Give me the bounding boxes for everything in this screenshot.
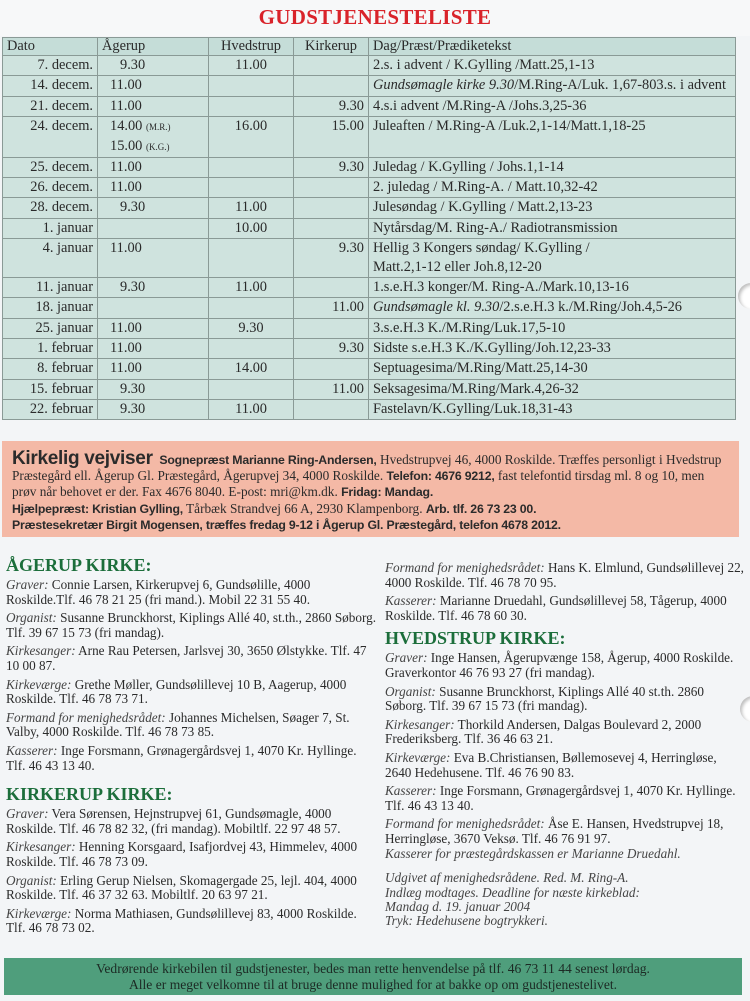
kirkerup-time: 9.30 (338, 158, 364, 175)
contact-role: Formand for menighedsrådet: (385, 816, 545, 832)
table-header-row (3, 38, 736, 56)
description-text: Julesøndag / K.Gylling / Matt.2,13-23 (373, 199, 593, 216)
contact-role: Graver: (6, 577, 49, 592)
kirkerup-heading: KIRKERUP KIRKE: (6, 784, 173, 805)
agerup-time: 11.00 (110, 360, 142, 377)
agerup-time: 14.00 (110, 117, 143, 134)
colophon-line1: Udgivet af menighedsrådene. Red. M. Ring-A. (385, 870, 629, 886)
cell-date (3, 399, 98, 419)
table-row (3, 318, 736, 338)
date-text: 7. decem. (37, 57, 93, 73)
description-text: 3.s.e.H.3 K./M.Ring/Luk.17,5-10 (373, 319, 566, 336)
cell-date (3, 56, 98, 76)
kirkerup-time: 9.30 (338, 240, 364, 257)
cell-hvedstrup (209, 239, 294, 278)
contact-details: Eva B.Christiansen, Bøllemosevej 4, Herringløse, 2640 Hedehusene. Tlf. 46 76 90 83. (385, 749, 717, 780)
contact-details: Connie Larsen, Kirkerupvej 6, Gundsølille, 4000 Roskilde.Tlf. 46 78 21 25 (fri mand.). Mobil 22 31 55 40. (6, 577, 311, 607)
phone-hours: fast telefontid tirsdag ml. 8 og 10, men prøv når behovet er der. Fax 4676 8040. E-post: mri@km.dk. (12, 468, 705, 500)
cell-agerup (98, 76, 209, 96)
cell-hvedstrup (209, 359, 294, 379)
cell-date (3, 96, 98, 116)
date-text: 24. decem. (30, 117, 93, 134)
cell-description (369, 338, 736, 358)
punch-hole (738, 283, 750, 309)
cell-agerup (98, 298, 209, 318)
cell-description (369, 76, 736, 96)
fridag: Fridag: Mandag. (341, 485, 434, 500)
contact-details: Norma Mathiasen, Gundsølillevej 83, 4000 Roskilde. Tlf. 46 78 73 02. (6, 905, 357, 936)
cell-description (369, 278, 736, 298)
cell-description (369, 298, 736, 318)
table-row (3, 157, 736, 177)
footer-line1: Vedrørende kirkebilen til gudstjenester, bedes man rette henvendelse på tlf. 46 73 11 44 senest lørdag. (96, 961, 650, 976)
cell-date (3, 218, 98, 238)
cell-date (3, 116, 98, 157)
kirkerup-time: 11.00 (332, 299, 364, 316)
contact-role: Kirkeværge: (6, 905, 72, 921)
cell-hvedstrup (209, 298, 294, 318)
cell-kirkerup (294, 379, 369, 399)
cell-agerup (98, 157, 209, 177)
cell-hvedstrup (209, 178, 294, 198)
contact-entry (6, 644, 376, 673)
cell-description (369, 56, 736, 76)
cell-kirkerup (294, 96, 369, 116)
agerup-note-2: (K.G.) (146, 141, 170, 152)
table-row (3, 338, 736, 358)
cell-date (3, 76, 98, 96)
date-text: 15. februar (29, 380, 93, 397)
contact-role: Organist: (6, 872, 57, 888)
cell-agerup (98, 96, 209, 116)
cell-kirkerup (294, 116, 369, 157)
contact-role: Formand for menighedsrådet: (385, 560, 545, 575)
cell-description (369, 178, 736, 198)
contact-entry (6, 611, 376, 640)
header-dato: Dato (3, 38, 98, 56)
cell-kirkerup (294, 338, 369, 358)
description-text: Fastelavn/K.Gylling/Luk.18,31-43 (373, 400, 573, 417)
agerup-heading: ÅGERUP KIRKE: (6, 555, 152, 575)
table-row (3, 56, 736, 76)
kirkerup-time: 9.30 (338, 97, 364, 114)
contact-details: Arne Rau Petersen, Jarlsvej 30, 3650 Ølstykke. Tlf. 47 10 00 87. (6, 643, 367, 673)
cell-agerup (98, 116, 209, 157)
contact-details: Susanne Brunckhorst, Kiplings Allé 40 st.th. 2860 Søborg. Tlf. 39 67 15 73 (fri mandag). (385, 683, 704, 714)
contact-role: Kirkesanger: (385, 716, 455, 732)
cell-agerup (98, 278, 209, 298)
cell-hvedstrup (209, 338, 294, 358)
date-text: 11. januar (35, 279, 93, 296)
agerup-time-2: 15.00 (110, 137, 143, 154)
cell-description (369, 218, 736, 238)
agerup-time: 11.00 (110, 339, 142, 356)
contact-entry (385, 685, 745, 714)
cell-date (3, 318, 98, 338)
cell-hvedstrup (209, 198, 294, 218)
footer-notice (4, 958, 742, 995)
cell-hvedstrup (209, 116, 294, 157)
hjaelpepraest-address: Tårbæk Strandvej 66 A, 2930 Klampenborg. (182, 500, 426, 516)
description-italic: Gundsømagle kl. 9.30 (373, 299, 500, 316)
right-column (385, 561, 745, 933)
cell-kirkerup (294, 157, 369, 177)
cell-hvedstrup (209, 318, 294, 338)
description-text: Hellig 3 Kongers søndag/ K.Gylling / (373, 240, 590, 257)
description-text: Sidste s.e.H.3 K./K.Gylling/Joh.12,23-33 (373, 339, 611, 356)
contact-role: Organist: (385, 683, 436, 699)
agerup-time: 11.00 (110, 158, 142, 175)
contact-entry (385, 561, 745, 590)
contact-role: Kasserer: (385, 783, 437, 799)
cell-hvedstrup (209, 399, 294, 419)
kirkelig-vejviser-box (2, 441, 739, 537)
cell-kirkerup (294, 56, 369, 76)
table-row (3, 116, 736, 157)
cell-agerup (98, 218, 209, 238)
description-text: 2. juledag / M.Ring-A. / Matt.10,32-42 (373, 179, 598, 196)
cell-agerup (98, 56, 209, 76)
contact-entry (385, 651, 745, 680)
description-text: 4.s.i advent /M.Ring-A /Johs.3,25-36 (373, 97, 587, 114)
cell-date (3, 298, 98, 318)
date-text: 22. februar (29, 400, 93, 417)
description-text: Nytårsdag/M. Ring-A./ Radiotransmission (373, 219, 618, 236)
arb-phone: Arb. tlf. 26 73 23 00. (425, 501, 537, 516)
description-text: Septuagesima/M.Ring/Matt.25,14-30 (373, 360, 588, 377)
agerup-time: 9.30 (120, 380, 146, 397)
contact-role: Graver: (385, 650, 428, 666)
contact-role: Kirkesanger: (6, 643, 76, 659)
kirkerup-contacts (6, 807, 376, 936)
hvedstrup-time: 11.00 (235, 57, 267, 73)
date-text: 26. decem. (30, 179, 93, 196)
cell-date (3, 379, 98, 399)
contact-role: Kirkeværge: (6, 676, 72, 692)
hvedstrup-time: 9.30 (238, 319, 264, 336)
cell-kirkerup (294, 298, 369, 318)
cell-kirkerup (294, 218, 369, 238)
agerup-time: 11.00 (110, 179, 142, 196)
contact-role: Graver: (6, 806, 49, 822)
contact-entry (6, 744, 376, 773)
cell-description (369, 198, 736, 218)
contact-entry (385, 817, 745, 846)
cell-description (369, 318, 736, 338)
hvedstrup-contacts (385, 651, 745, 846)
header-dag: Dag/Præst/Prædiketekst (369, 38, 736, 56)
agerup-time: 9.30 (120, 400, 146, 417)
description-text: 1.s.e.H.3 konger/M. Ring-A./Mark.10,13-16 (373, 279, 629, 296)
service-schedule-table (2, 37, 736, 420)
contact-details: Marianne Druedahl, Gundsølillevej 58, Tågerup, 4000 Roskilde. Tlf. 46 78 60 30. (385, 593, 727, 623)
cell-date (3, 157, 98, 177)
cell-hvedstrup (209, 278, 294, 298)
cell-kirkerup (294, 239, 369, 278)
cell-agerup (98, 178, 209, 198)
contact-entry (385, 751, 745, 780)
cell-kirkerup (294, 178, 369, 198)
colophon-line2: Indlæg modtages. Deadline for næste kirkeblad: (385, 884, 640, 900)
agerup-time: 9.30 (120, 279, 146, 296)
hvedstrup-note: Kasserer for præstegårdskassen er Marianne Druedahl. (385, 845, 681, 861)
cell-description (369, 157, 736, 177)
hvedstrup-time: 11.00 (235, 199, 267, 216)
agerup-time: 11.00 (110, 97, 142, 114)
cell-agerup (98, 359, 209, 379)
agerup-time: 9.30 (120, 199, 146, 216)
contact-details: Henning Korsgaard, Isafjordvej 43, Himmelev, 4000 Roskilde. Tlf. 46 78 73 09. (6, 839, 358, 869)
contact-role: Kasserer: (385, 593, 437, 609)
sognepraest-name: Sognepræst Marianne Ring-Andersen, (159, 453, 377, 467)
contact-entry (6, 807, 376, 836)
agerup-time: 9.30 (120, 57, 146, 73)
contact-details: Inge Forsmann, Grønagergårdsvej 1, 4070 Kr. Hyllinge. Tlf. 46 43 13 40. (6, 742, 357, 773)
cell-hvedstrup (209, 96, 294, 116)
contact-entry (6, 907, 376, 936)
date-text: 25. januar (35, 319, 93, 336)
contact-entry (6, 678, 376, 707)
page-title: GUDSTJENESTELISTE (0, 0, 750, 36)
date-text: 14. decem. (30, 77, 93, 94)
contact-details: Thorkild Andersen, Dalgas Boulevard 2, 2000 Frederiksberg. Tlf. 36 46 63 21. (385, 716, 702, 747)
contact-entry (385, 594, 745, 623)
contact-role: Formand for menighedsrådet: (6, 709, 166, 725)
description-text: /M.Ring-A/Luk. 1,67-803.s. i advent (514, 77, 726, 94)
date-text: 4. januar (42, 240, 93, 257)
header-kirkerup: Kirkerup (294, 38, 369, 56)
cell-hvedstrup (209, 56, 294, 76)
colophon-line3: Mandag d. 19. januar 2004 (385, 898, 531, 914)
cell-description (369, 379, 736, 399)
contact-details: Susanne Brunckhorst, Kiplings Allé 40, st.th., 2860 Søborg. Tlf. 39 67 15 73 (fri mandag). (6, 610, 377, 640)
kirkerup-time: 11.00 (332, 380, 364, 397)
date-text: 18. januar (35, 299, 93, 316)
agerup-contacts-continued (385, 561, 745, 623)
cell-agerup (98, 239, 209, 278)
cell-description (369, 359, 736, 379)
cell-hvedstrup (209, 218, 294, 238)
contact-entry (385, 718, 745, 747)
date-text: 28. decem. (30, 199, 93, 216)
cell-date (3, 278, 98, 298)
kirkerup-time: 15.00 (331, 117, 364, 134)
hvedstrup-time: 11.00 (235, 400, 267, 417)
cell-agerup (98, 198, 209, 218)
cell-kirkerup (294, 76, 369, 96)
table-row (3, 76, 736, 96)
cell-agerup (98, 338, 209, 358)
cell-hvedstrup (209, 379, 294, 399)
cell-hvedstrup (209, 76, 294, 96)
cell-description (369, 116, 736, 157)
hvedstrup-time: 16.00 (234, 117, 268, 134)
contact-role: Organist: (6, 610, 57, 626)
hvedstrup-time: 11.00 (235, 279, 267, 296)
agerup-note: (M.R.) (146, 121, 171, 132)
cell-agerup (98, 399, 209, 419)
cell-kirkerup (294, 198, 369, 218)
cell-date (3, 198, 98, 218)
agerup-time: 11.00 (110, 77, 142, 94)
date-text: 8. februar (37, 360, 93, 377)
table-row (3, 96, 736, 116)
colophon-line4: Tryk: Hedehusene bogtrykkeri. (385, 913, 548, 929)
phone: Telefon: 4676 9212, (386, 469, 495, 484)
table-row (3, 379, 736, 399)
table-row (3, 298, 736, 318)
description-text: Seksagesima/M.Ring/Mark.4,26-32 (373, 380, 579, 397)
cell-kirkerup (294, 318, 369, 338)
contact-role: Kasserer: (6, 742, 58, 758)
kirkerup-time: 9.30 (338, 339, 364, 356)
table-row (3, 399, 736, 419)
left-column (6, 554, 376, 940)
contact-details: Erling Gerup Nielsen, Skomagergade 25, lejl. 404, 4000 Roskilde. Tlf. 46 37 32 63. Mobiltlf. 20 63 97 21. (6, 872, 357, 903)
cell-date (3, 359, 98, 379)
cell-agerup (98, 318, 209, 338)
cell-kirkerup (294, 399, 369, 419)
sognepraest-address: Hvedstrupvej 46, 4000 Roskilde. Træffes personligt i Hvedstrup Præstegård ell. Ågerup Gl. Præstegård, Ågerupvej 34, 4000 Roskilde. (12, 452, 722, 484)
table-row (3, 198, 736, 218)
contact-role: Kirkesanger: (6, 839, 76, 855)
cell-hvedstrup (209, 157, 294, 177)
date-text: 21. decem. (30, 97, 93, 114)
table-row (3, 359, 736, 379)
header-hvedstrup: Hvedstrup (209, 38, 294, 56)
cell-date (3, 178, 98, 198)
contact-entry (6, 874, 376, 903)
cell-kirkerup (294, 359, 369, 379)
contact-details: Grethe Møller, Gundsølillevej 10 B, Aagerup, 4000 Roskilde. Tlf. 46 78 73 71. (6, 676, 347, 707)
description-text-2: Matt.2,1-12 eller Joh.8,12-20 (373, 259, 542, 276)
cell-kirkerup (294, 278, 369, 298)
contact-details: Inge Hansen, Ågerupvænge 158, Ågerup, 4000 Roskilde. Graverkontor 46 76 93 27 (fri mandag). (385, 650, 734, 680)
contact-entry (6, 711, 376, 740)
cell-description (369, 96, 736, 116)
contact-entry (6, 578, 376, 607)
description-text: 2.s. i advent / K.Gylling /Matt.25,1-13 (373, 57, 595, 73)
contact-details: Åse E. Hansen, Hvedstrupvej 18, Herringløse, 3670 Veksø. Tlf. 46 76 91 97. (385, 816, 724, 846)
hjaelpepraest: Hjælpepræst: Kristian Gylling, (12, 501, 183, 516)
table-row (3, 218, 736, 238)
cell-date (3, 338, 98, 358)
vejviser-heading: Kirkelig vejviser (12, 448, 153, 469)
agerup-contacts (6, 578, 376, 773)
agerup-time: 11.00 (110, 240, 142, 257)
header-agerup: Ågerup (98, 38, 209, 56)
footer-line2: Alle er meget velkomne til at bruge denne mulighed for at bakke op om gudstjenestelivet. (128, 977, 618, 992)
date-text: 25. decem. (30, 158, 93, 175)
table-row (3, 178, 736, 198)
contact-details: Hans K. Elmlund, Gundsølillevej 22, 4000 Roskilde. Tlf. 46 78 70 95. (385, 560, 744, 590)
hvedstrup-time: 10.00 (234, 219, 268, 236)
date-text: 1. februar (37, 339, 93, 356)
date-text: 1. januar (42, 219, 93, 236)
cell-date (3, 239, 98, 278)
colophon (385, 871, 745, 929)
description-text: /2.s.e.H.3 k./M.Ring/Joh.4,5-26 (499, 299, 682, 316)
hvedstrup-heading: HVEDSTRUP KIRKE: (385, 628, 566, 649)
contact-details: Johannes Michelsen, Søager 7, St. Valby, 4000 Roskilde. Tlf. 46 78 73 85. (6, 709, 350, 740)
contact-entry (6, 840, 376, 869)
cell-agerup (98, 379, 209, 399)
contact-details: Inge Forsmann, Grønagergårdsvej 1, 4070 Kr. Hyllinge. Tlf. 46 43 13 40. (385, 783, 736, 813)
contact-entry (385, 784, 745, 813)
agerup-time: 11.00 (110, 319, 142, 336)
description-text: Juleaften / M.Ring-A /Luk.2,1-14/Matt.1,18-25 (373, 117, 646, 134)
contact-role: Kirkeværge: (385, 749, 451, 765)
description-text: Juledag / K.Gylling / Johs.1,1-14 (373, 158, 564, 175)
cell-description (369, 399, 736, 419)
contact-details: Vera Sørensen, Hejnstrupvej 61, Gundsømagle, 4000 Roskilde. Tlf. 46 78 82 32, (fri mandag). Mobiltlf. 22 97 48 57. (6, 806, 341, 836)
table-row (3, 278, 736, 298)
table-row (3, 239, 736, 278)
hvedstrup-time: 14.00 (234, 360, 268, 377)
description-italic: Gundsømagle kirke 9.30 (373, 77, 515, 94)
cell-description (369, 239, 736, 278)
sekretaer: Præstesekretær Birgit Mogensen, træffes fredag 9-12 i Ågerup Gl. Præstegård, telefon 4678 2012. (12, 517, 561, 532)
